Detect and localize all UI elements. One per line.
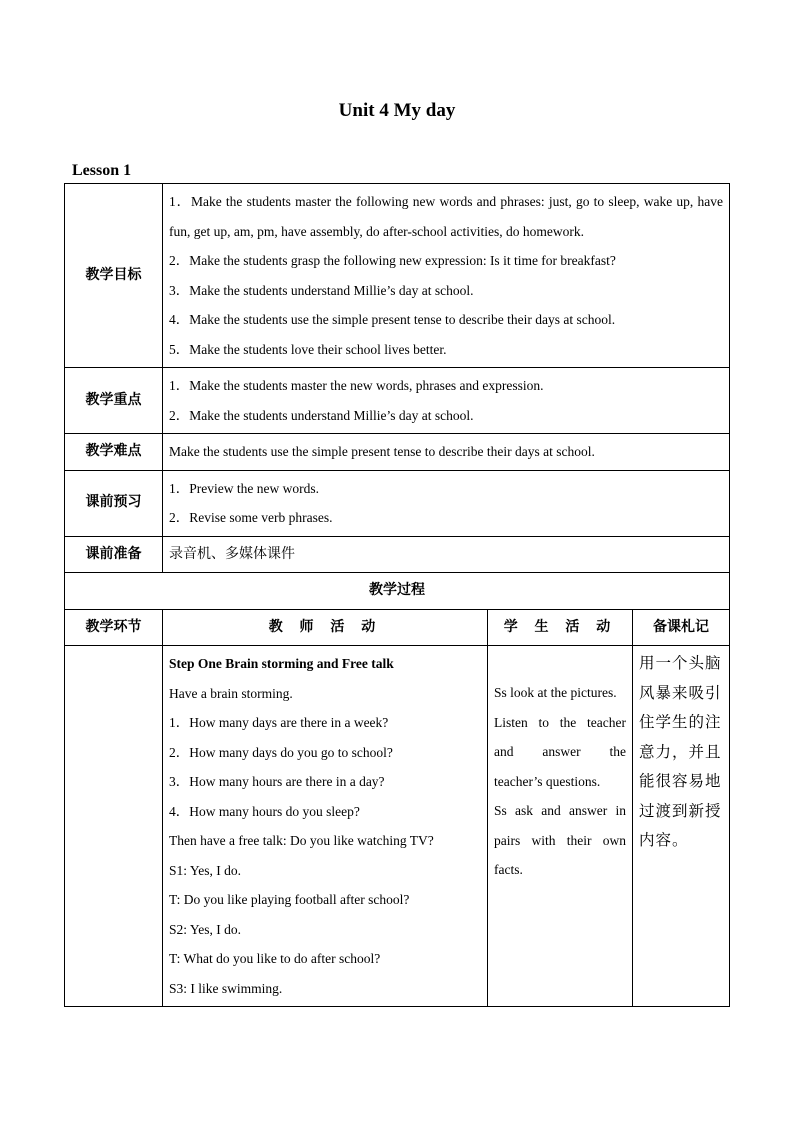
teacher-line: 3．How many hours are there in a day? xyxy=(169,774,385,789)
stage-cell xyxy=(65,646,163,1007)
goal-item: 3．Make the students understand Millie’s day at school. xyxy=(169,282,474,298)
teacher-line: Have a brain storming. xyxy=(169,685,293,701)
goals-row xyxy=(65,184,730,368)
key-point-item: 2．Make the students understand Millie’s day at school. xyxy=(169,407,474,423)
process-section-row xyxy=(65,573,730,610)
header-notes: 备课札记 xyxy=(633,609,730,646)
preparation-label: 课前准备 xyxy=(65,536,163,573)
teacher-line: 4．How many hours do you sleep? xyxy=(169,803,360,819)
document-title: Unit 4 My day xyxy=(338,100,456,121)
student-activity-cell xyxy=(488,646,633,1007)
teacher-line: S3: I like swimming. xyxy=(169,980,283,996)
preview-item: 1．Preview the new words. xyxy=(169,480,319,496)
teacher-line: T: What do you like to do after school? xyxy=(169,951,381,966)
teacher-line: S1: Yes, I do. xyxy=(169,862,242,878)
teacher-line: Then have a free talk: Do you like watching TV? xyxy=(169,833,434,848)
header-stage: 教学环节 xyxy=(65,609,163,646)
notes-cell: 用一个头脑风暴来吸引住学生的注意力，并且能很容易地过渡到新授内容。 xyxy=(633,646,730,1007)
goals-content xyxy=(163,184,730,368)
preview-content xyxy=(163,470,730,536)
student-line: Ss ask and answer in pairs with their own facts. xyxy=(494,803,626,877)
key-points-content xyxy=(163,368,730,434)
preview-row xyxy=(65,470,730,536)
key-point-item: 1．Make the students master the new words, phrases and expression. xyxy=(169,378,544,393)
student-line: Ss look at the pictures. xyxy=(494,685,617,700)
difficulties-content: Make the students use the simple present tense to describe their days at school. xyxy=(163,434,730,471)
process-content-row xyxy=(65,646,730,1007)
goal-item: 2．Make the students grasp the following new expression: Is it time for breakfast? xyxy=(169,253,616,268)
preparation-row xyxy=(65,536,730,573)
preparation-content: 录音机、多媒体课件 xyxy=(163,536,730,573)
teacher-step-title: Step One Brain storming and Free talk xyxy=(169,656,394,671)
key-points-row xyxy=(65,368,730,434)
process-header-row xyxy=(65,609,730,646)
process-section-title: 教学过程 xyxy=(65,573,730,610)
goals-label: 教学目标 xyxy=(65,184,163,368)
key-points-label: 教学重点 xyxy=(65,368,163,434)
goal-item: 4．Make the students use the simple present tense to describe their days at school. xyxy=(169,312,616,327)
teacher-line: 2．How many days do you go to school? xyxy=(169,744,393,760)
header-teacher: 教 师 活 动 xyxy=(163,609,488,646)
header-student: 学 生 活 动 xyxy=(488,609,633,646)
teacher-activity-cell xyxy=(163,646,488,1007)
preview-label: 课前预习 xyxy=(65,470,163,536)
student-line: Listen to the teacher and answer the teacher’s questions. xyxy=(494,714,626,789)
teacher-line: 1．How many days are there in a week? xyxy=(169,715,389,730)
goal-item: 1．Make the students master the following new words and phrases: just, go to sleep, wake up, have fun, get up, am, pm, have assembly, do after-school activities, do homework. xyxy=(169,194,724,239)
goal-item: 5．Make the students love their school lives better. xyxy=(169,341,447,357)
difficulties-row xyxy=(65,434,730,471)
difficulties-label: 教学难点 xyxy=(65,434,163,471)
teacher-line: S2: Yes, I do. xyxy=(169,921,242,937)
teacher-line: T: Do you like playing football after school? xyxy=(169,892,410,907)
lesson-label: Lesson 1 xyxy=(72,162,132,179)
lesson-plan-table xyxy=(64,183,730,1007)
preview-item: 2．Revise some verb phrases. xyxy=(169,510,333,525)
